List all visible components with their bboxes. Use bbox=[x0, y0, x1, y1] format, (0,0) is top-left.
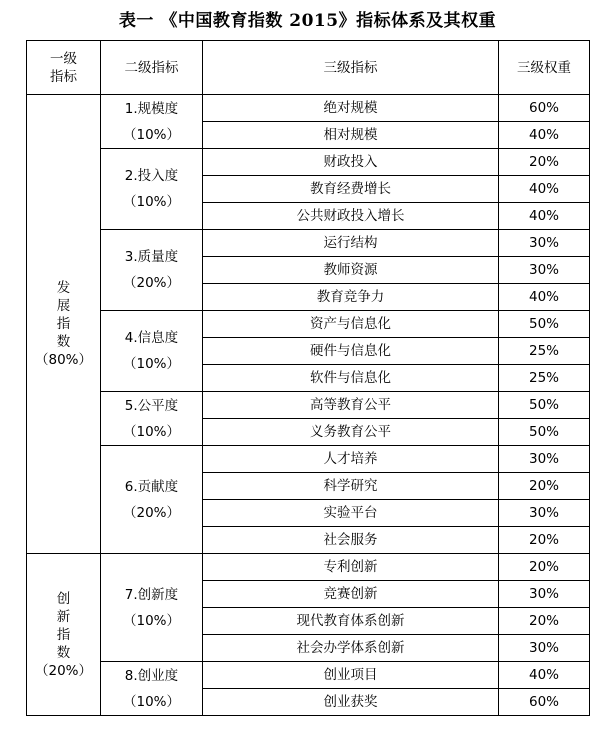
level3-name: 社会服务 bbox=[203, 527, 499, 554]
level3-name: 软件与信息化 bbox=[203, 365, 499, 392]
header-level3: 三级指标 bbox=[203, 41, 499, 95]
table-row bbox=[27, 95, 590, 122]
level3-weight: 40% bbox=[499, 203, 590, 230]
level3-name: 现代教育体系创新 bbox=[203, 608, 499, 635]
level3-name: 相对规模 bbox=[203, 122, 499, 149]
level2-name: 7.创新度 bbox=[124, 586, 179, 603]
level2-weight: （10%） bbox=[122, 612, 180, 629]
level3-weight: 30% bbox=[499, 230, 590, 257]
level3-weight: 50% bbox=[499, 419, 590, 446]
level3-weight: 40% bbox=[499, 176, 590, 203]
level3-name: 运行结构 bbox=[203, 230, 499, 257]
level3-name: 硬件与信息化 bbox=[203, 338, 499, 365]
level3-weight: 50% bbox=[499, 311, 590, 338]
level2-cell bbox=[101, 392, 203, 446]
level3-name: 创业项目 bbox=[203, 662, 499, 689]
level2-weight: （20%） bbox=[122, 504, 180, 521]
level2-weight: （20%） bbox=[122, 275, 180, 291]
table-row bbox=[27, 554, 590, 581]
level3-weight: 50% bbox=[499, 392, 590, 419]
level3-weight: 60% bbox=[499, 95, 590, 122]
level2-name: 4.信息度 bbox=[124, 330, 179, 346]
level3-name: 创业获奖 bbox=[203, 689, 499, 716]
level1-cell: 创 新 指 数 （20%） bbox=[27, 554, 101, 716]
level3-weight: 25% bbox=[499, 338, 590, 365]
level3-name: 专利创新 bbox=[203, 554, 499, 581]
level2-name: 2.投入度 bbox=[124, 168, 179, 184]
table-row bbox=[27, 311, 590, 338]
level3-weight: 25% bbox=[499, 365, 590, 392]
level3-name: 竞赛创新 bbox=[203, 581, 499, 608]
level3-name: 高等教育公平 bbox=[203, 392, 499, 419]
level2-weight: （10%） bbox=[122, 423, 180, 440]
index-table bbox=[26, 40, 590, 716]
table-row bbox=[27, 446, 590, 473]
level2-cell bbox=[101, 230, 203, 311]
level3-name: 财政投入 bbox=[203, 149, 499, 176]
level1-cell: 发 展 指 数 （80%） bbox=[27, 95, 101, 554]
level3-weight: 40% bbox=[499, 122, 590, 149]
level3-name: 人才培养 bbox=[203, 446, 499, 473]
level3-weight: 40% bbox=[499, 284, 590, 311]
level3-name: 科学研究 bbox=[203, 473, 499, 500]
table-row bbox=[27, 149, 590, 176]
level3-weight: 20% bbox=[499, 527, 590, 554]
level2-cell bbox=[101, 446, 203, 554]
level2-weight: （10%） bbox=[122, 126, 180, 143]
level3-weight: 40% bbox=[499, 662, 590, 689]
level3-weight: 20% bbox=[499, 608, 590, 635]
level2-cell bbox=[101, 554, 203, 662]
level3-weight: 30% bbox=[499, 500, 590, 527]
level3-weight: 20% bbox=[499, 554, 590, 581]
level3-name: 教育经费增长 bbox=[203, 176, 499, 203]
level3-name: 教育竞争力 bbox=[203, 284, 499, 311]
level2-cell bbox=[101, 95, 203, 149]
level3-weight: 30% bbox=[499, 257, 590, 284]
level3-name: 公共财政投入增长 bbox=[203, 203, 499, 230]
level2-cell bbox=[101, 662, 203, 716]
table-row bbox=[27, 230, 590, 257]
level3-name: 资产与信息化 bbox=[203, 311, 499, 338]
level3-name: 实验平台 bbox=[203, 500, 499, 527]
header-weight: 三级权重 bbox=[499, 41, 590, 95]
level3-name: 绝对规模 bbox=[203, 95, 499, 122]
level2-name: 6.贡献度 bbox=[124, 478, 179, 495]
table-title: 表一 《中国教育指数 2015》指标体系及其权重 bbox=[118, 11, 497, 31]
level2-name: 5.公平度 bbox=[124, 397, 179, 414]
level3-name: 义务教育公平 bbox=[203, 419, 499, 446]
header-level1: 一级 指标 bbox=[27, 41, 101, 95]
level2-name: 1.规模度 bbox=[124, 100, 179, 117]
level3-weight: 30% bbox=[499, 635, 590, 662]
level2-weight: （10%） bbox=[122, 356, 180, 372]
level2-cell bbox=[101, 149, 203, 230]
table-row bbox=[27, 662, 590, 689]
level3-weight: 30% bbox=[499, 581, 590, 608]
level2-name: 8.创业度 bbox=[124, 667, 179, 684]
level2-weight: （10%） bbox=[122, 693, 180, 710]
level3-weight: 20% bbox=[499, 149, 590, 176]
level3-weight: 20% bbox=[499, 473, 590, 500]
level3-weight: 60% bbox=[499, 689, 590, 716]
level3-weight: 30% bbox=[499, 446, 590, 473]
header-row bbox=[27, 41, 590, 95]
level2-cell bbox=[101, 311, 203, 392]
level3-name: 教师资源 bbox=[203, 257, 499, 284]
header-level2: 二级指标 bbox=[101, 41, 203, 95]
level2-name: 3.质量度 bbox=[124, 249, 179, 265]
level3-name: 社会办学体系创新 bbox=[203, 635, 499, 662]
level2-weight: （10%） bbox=[122, 194, 180, 210]
table-row bbox=[27, 392, 590, 419]
